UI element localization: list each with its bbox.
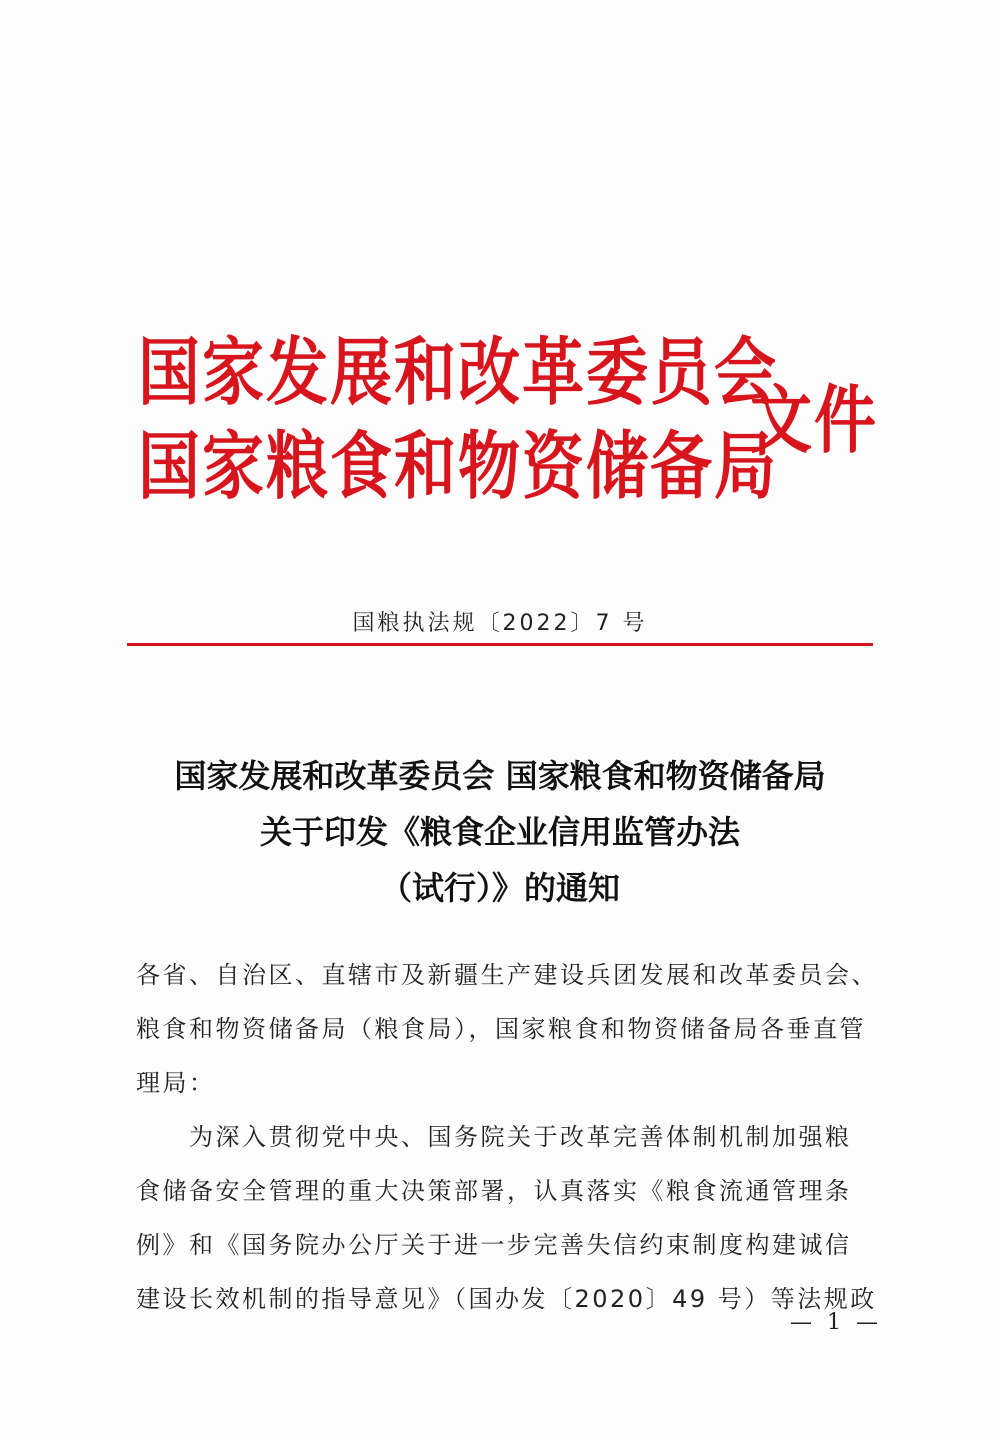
issuer-grain-reserves: 国家粮食和物资储备局 bbox=[138, 422, 779, 510]
salutation-line-3: 理局： bbox=[136, 1069, 216, 1097]
issuer-ndrc: 国家发展和改革委员会 bbox=[138, 328, 779, 416]
red-divider bbox=[127, 643, 873, 646]
body-paragraph bbox=[136, 1110, 877, 1326]
salutation-line-1: 各省、自治区、直辖市及新疆生产建设兵团发展和改革委员会、 bbox=[136, 961, 878, 989]
title-line-3: （试行）》的通知 bbox=[379, 869, 620, 907]
paragraph-line-3: 例》和《国务院办公厅关于进一步完善失信约束制度构建诚信 bbox=[136, 1231, 852, 1259]
paragraph-line-2: 食储备安全管理的重大决策部署，认真落实《粮食流通管理条 bbox=[136, 1177, 852, 1205]
salutation-line-2: 粮食和物资储备局（粮食局），国家粮食和物资储备局各垂直管 bbox=[136, 1015, 866, 1043]
paragraph-line-4: 建设长效机制的指导意见》（国办发〔2020〕49 号）等法规政 bbox=[136, 1285, 877, 1313]
red-header bbox=[138, 322, 878, 522]
salutation bbox=[136, 948, 878, 1110]
document-title bbox=[100, 748, 900, 916]
doc-kind-label: 文件 bbox=[750, 376, 879, 464]
title-line-2: 关于印发《粮食企业信用监管办法 bbox=[259, 813, 740, 851]
paragraph-line-1: 为深入贯彻党中央、国务院关于改革完善体制机制加强粮 bbox=[136, 1123, 852, 1151]
title-line-1: 国家发展和改革委员会 国家粮食和物资储备局 bbox=[174, 757, 826, 795]
document-number: 国粮执法规〔2022〕7 号 bbox=[352, 611, 648, 636]
page-number: — 1 — bbox=[790, 1310, 882, 1335]
